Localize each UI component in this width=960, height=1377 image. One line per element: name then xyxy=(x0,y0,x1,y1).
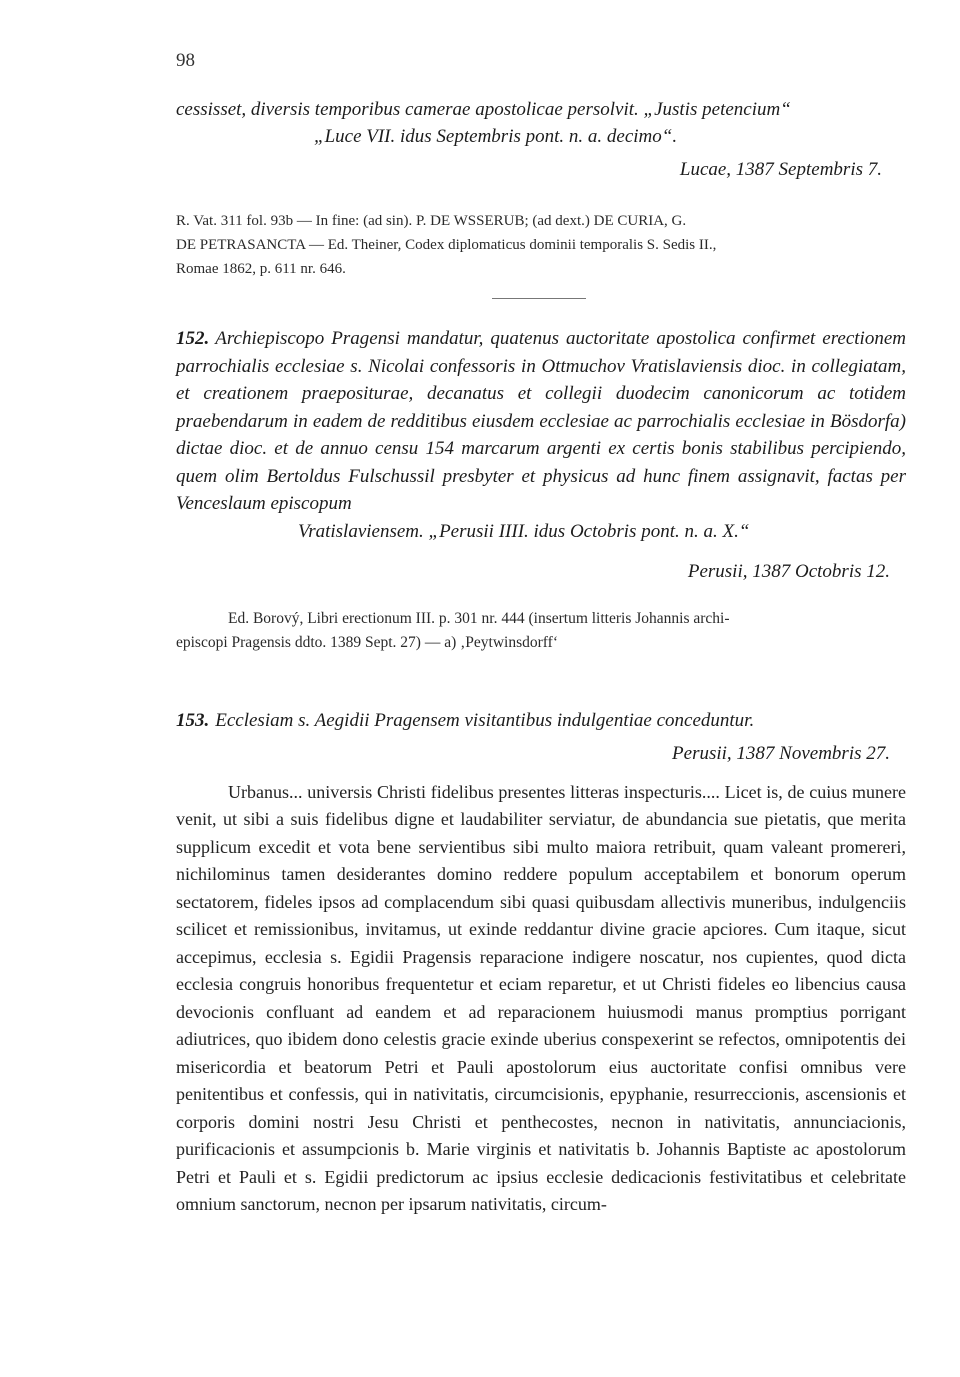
entry-152-date: Perusii, 1387 Octobris 12. xyxy=(687,561,890,582)
entry-152-last-line: Vratislaviensem. „Perusii IIII. idus Octobris pont. n. a. X.“ xyxy=(298,520,750,542)
continuation-line-1: cessisset, diversis temporibus camerae apostolicae persolvit. „Justis petencium“ xyxy=(176,99,791,120)
source-note-151 xyxy=(176,209,906,281)
entry-152-number: 152. xyxy=(176,328,210,349)
source-line-3: Romae 1862, p. 611 nr. 646. xyxy=(176,261,346,277)
section-divider xyxy=(492,298,586,299)
continuation-date: Lucae, 1387 Septembris 7. xyxy=(679,159,882,180)
entry-153-date: Perusii, 1387 Novembris 27. xyxy=(672,742,890,764)
entry-153-title xyxy=(176,707,906,735)
entry-152 xyxy=(176,325,906,655)
edition-line-1: Ed. Borový, Libri erectionum III. p. 301 nr. 444 (insertum litteris Johannis archi- xyxy=(228,610,730,627)
page-number: 98 xyxy=(176,50,195,71)
entry-152-summary xyxy=(176,325,906,518)
entry-153-title-text: Ecclesiam s. Aegidii Pragensem visitantibus indulgentiae conceduntur. xyxy=(215,710,755,731)
source-line-1: R. Vat. 311 fol. 93b — In fine: (ad sin). P. DE WSSERUB; (ad dext.) DE CURIA, G. xyxy=(176,213,687,229)
entry-152-edition xyxy=(176,607,906,655)
entry-153 xyxy=(176,707,906,1219)
entry-152-text: Archiepiscopo Pragensi mandatur, quatenus auctoritate apostolica confirmet erectionem parrochialis ecclesiae s. Nicolai confessoris in Ottmuchov Vratislaviensis dioc. in collegiatam, et creationem praepositurae, decanatus et collegii duodecim canonicorum ac totidem praebendarum in eadem de redditibus eiusdem ecclesiae ac parrochialis ecclesiae in Bösdorfa) dictae dioc. et de annuo censu 154 marcarum argenti ex certis bonis stabilibus percipiendo, quem olim Bertoldus Fulschussil presbyter et physicus ad hunc finem assignavit, factas per Venceslaum episcopum xyxy=(176,328,906,514)
source-line-2: DE PETRASANCTA — Ed. Theiner, Codex diplomaticus dominii temporalis S. Sedis II., xyxy=(176,237,717,253)
entry-153-body: Urbanus... universis Christi fidelibus presentes litteras inspecturis.... Licet is, de cuius munere venit, ut sibi a suis fidelibus digne et laudabiliter serviatur, de abundancia sue pietatis, que merita supplicum excedit et vota bene servientibus sibi multo maiora retribuit, quam valeant promereri, nichilominus tamen desiderantes domino reddere populum acceptabilem et bonorum operum sectatorem, fideles ipsos ad complacendum sibi quasi quibusdam allectivis muneribus, indulgenciis scilicet et remissionibus, invitamus, ut exinde reddantur divine gracie apciores. Cum itaque, sicut accepimus, ecclesia s. Egidii Pragensis reparacione indigere noscatur, nos cupientes, quod dicta ecclesia congruis honoribus frequentetur et eciam reparetur, et ut Christi fideles eo libencius causa devocionis confluant ad eandem et ad reparacionem huiusmodi manus promptius porrigant adiutrices, quo ibidem dono celestis gracie exinde uberius conspexerint se refectos, omnipotentis dei misericordia et beatorum Petri et Pauli apostolorum eius auctoritate confisi omnibus vere penitentibus et confessis, qui in nativitatis, circumcisionis, epyphanie, resurreccionis, ascensionis et corporis domini nostri Jesu Christi et penthecostes, necnon in nativitatis, annunciacionis, purificacionis et assumpcionis b. Marie virginis et nativitatis b. Johannis Baptiste ac apostolorum Petri et Pauli et s. Egidii predictorum ac ipsius ecclesie dedicacionis festivitatibus et celebritate omnium sanctorum, necnon per ipsarum nativitatis, circum- xyxy=(176,781,906,1214)
entry-153-number: 153. xyxy=(176,710,210,731)
edition-line-2: episcopi Pragensis ddto. 1389 Sept. 27) — a) ‚Peytwinsdorff‘ xyxy=(176,634,558,651)
continuation-line-2: „Luce VII. idus Septembris pont. n. a. decimo“. xyxy=(314,126,678,147)
continuation-text xyxy=(176,96,906,183)
